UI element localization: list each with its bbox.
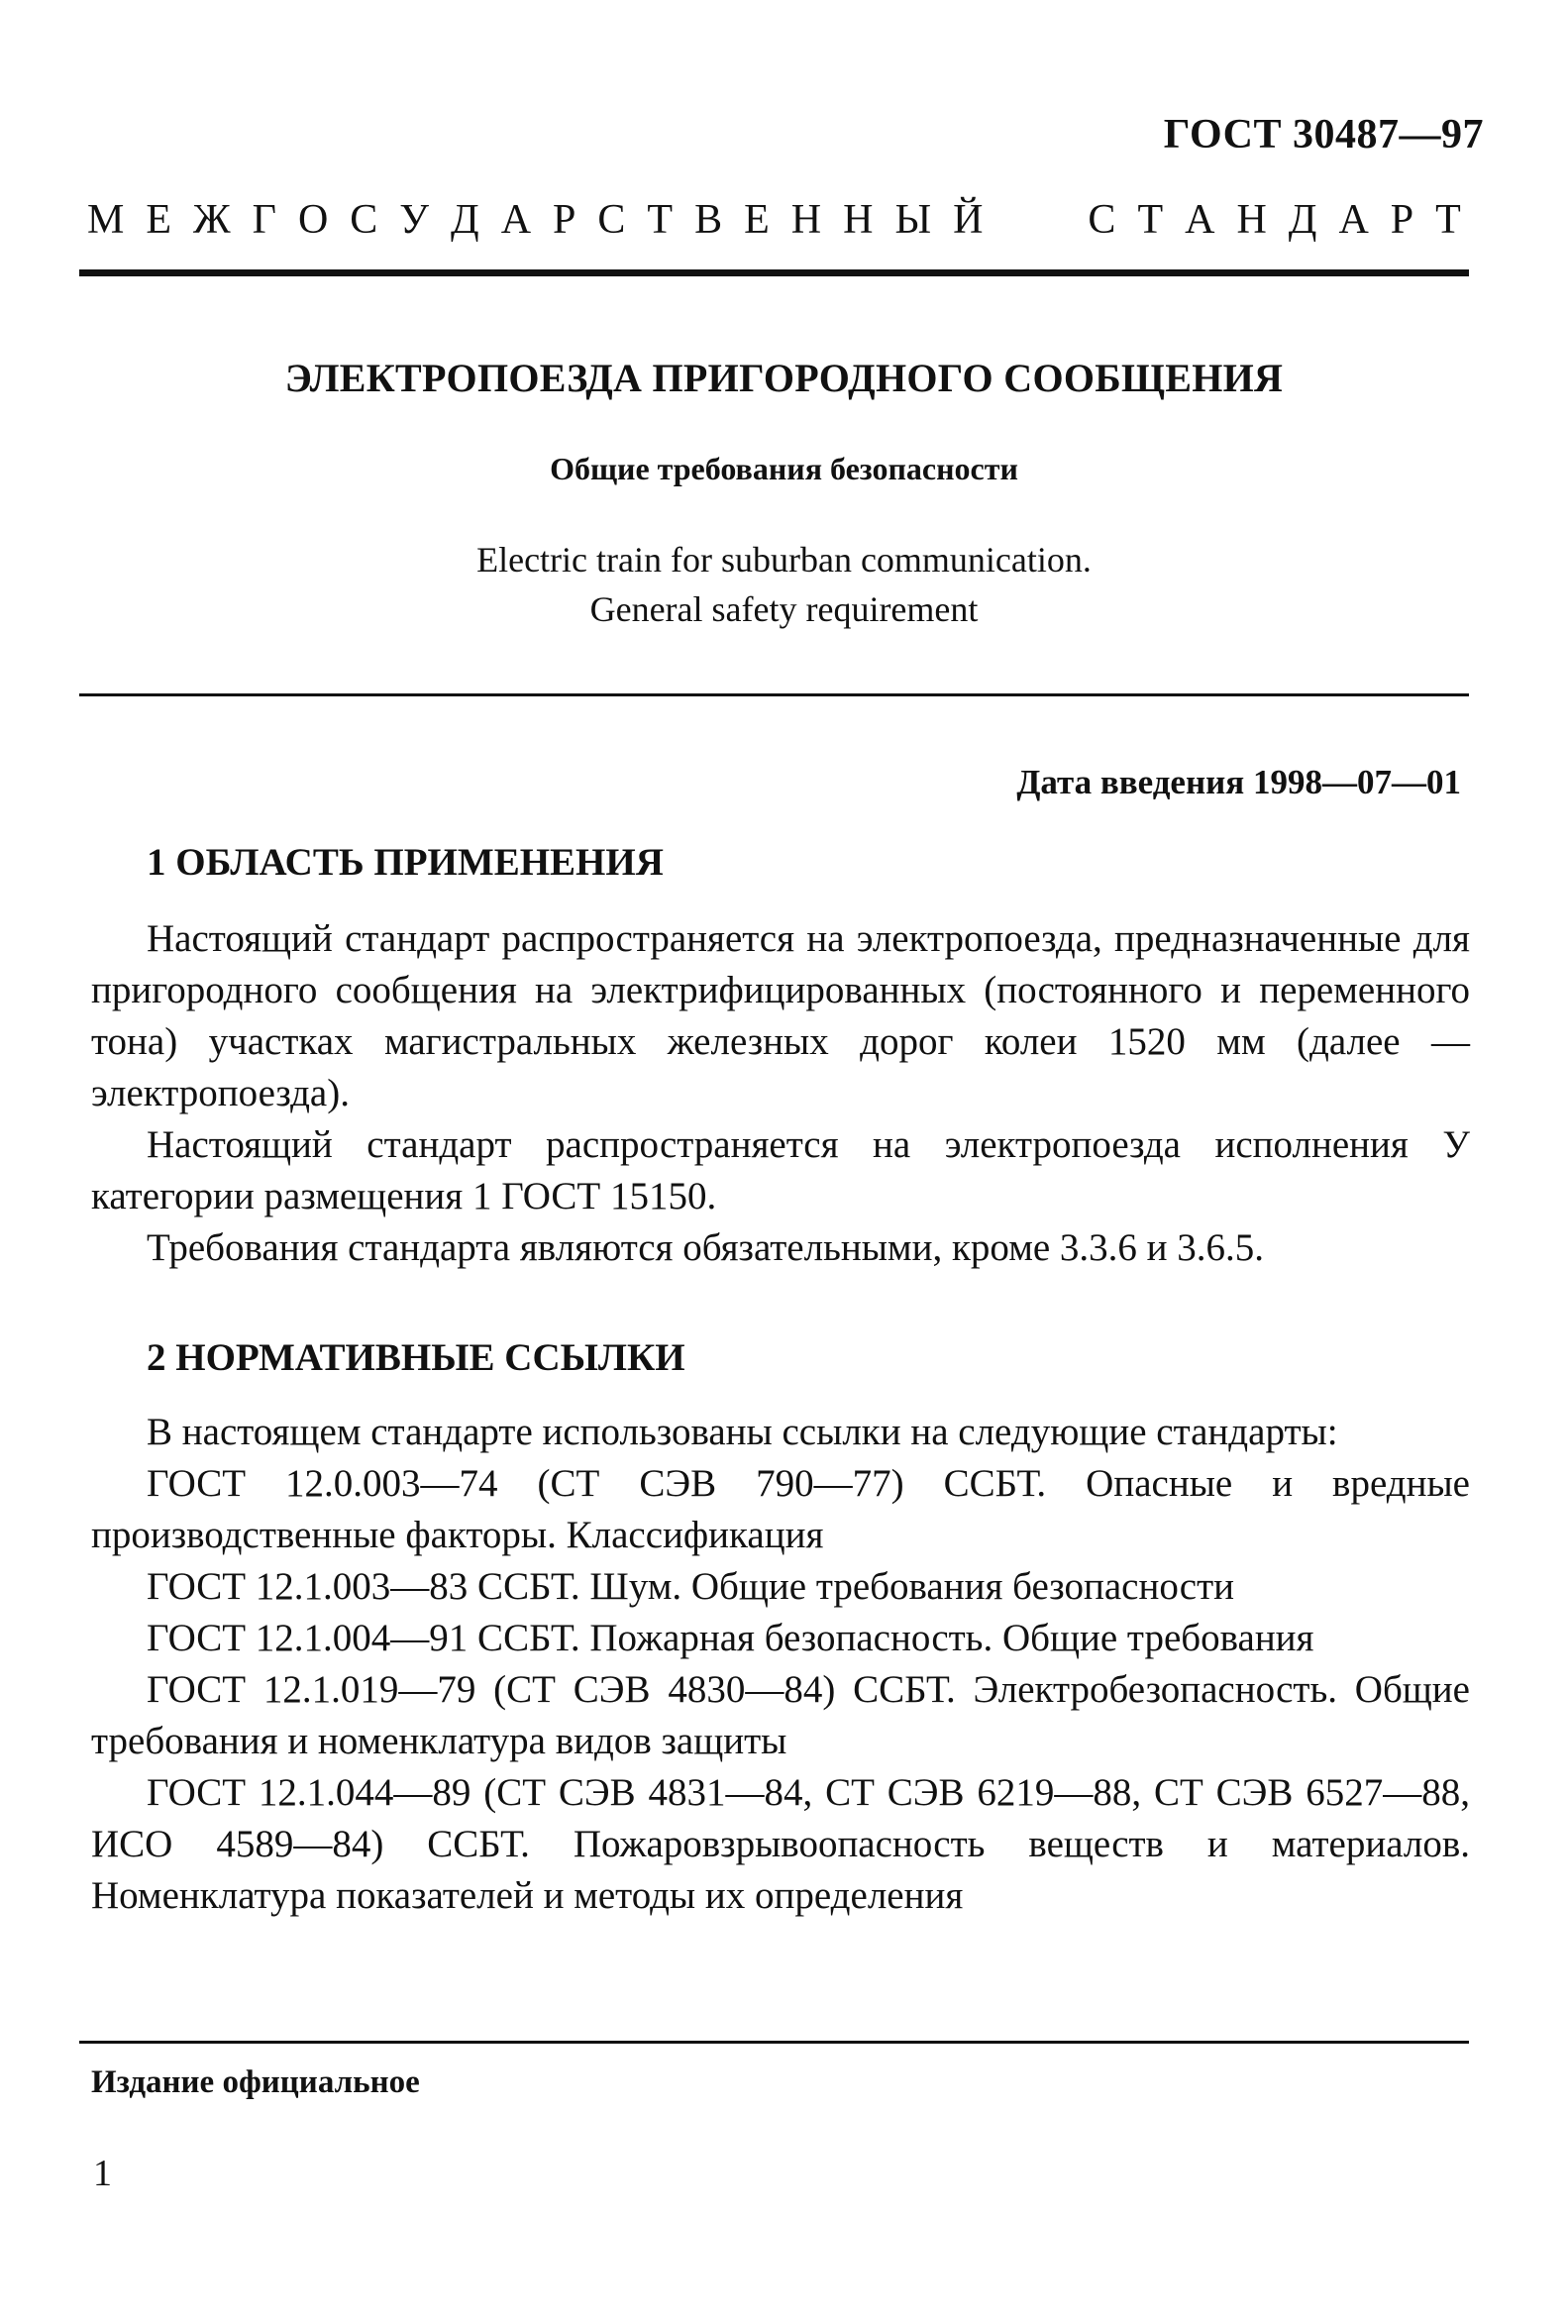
- section1-paragraph: Настоящий стандарт распространяется на электропоезда исполнения У категории размещения 1 ГОСТ 15150.: [91, 1123, 1470, 1217]
- introduction-date: Дата введения 1998—07—01: [1016, 763, 1461, 801]
- section2-body: [91, 1407, 1470, 1922]
- english-title-line2: General safety requirement: [589, 589, 979, 629]
- section2-heading: 2 НОРМАТИВНЫЕ ССЫЛКИ: [147, 1336, 685, 1379]
- reference-item: ГОСТ 12.1.004—91 ССБТ. Пожарная безопасность. Общие требования: [147, 1617, 1314, 1659]
- english-title-line1: Electric train for suburban communication.: [476, 540, 1092, 580]
- section2-paragraph: В настоящем стандарте использованы ссылки на следующие стандарты:: [147, 1411, 1338, 1453]
- document-title: ЭЛЕКТРОПОЕЗДА ПРИГОРОДНОГО СООБЩЕНИЯ: [284, 356, 1284, 400]
- document-subtitle: Общие требования безопасности: [550, 451, 1018, 486]
- reference-item: ГОСТ 12.1.019—79 (СТ СЭВ 4830—84) ССБТ. Электробезопасность. Общие требования и номенклатура видов защиты: [91, 1668, 1470, 1762]
- document-page: ГОСТ 30487—97 М Е Ж Г О С У Д А Р С Т В Е Н Н Ы Й С Т А Н Д А Р Т ЭЛЕКТРОПОЕЗДА ПРИГОРОДНОГО СООБЩЕНИЯ Общие требования безопасности Electric train for suburban communication. General safety requirement Дата введения 1998—07—01 1 ОБЛАСТЬ ПРИМЕНЕНИЯ Настоящий стандарт распространяется на электропоезда, предназначенные для пригородного сообщения на электрифицированных (постоянного и переменного тона) участках магистральных железных дорог колеи 1520 мм (далее — электропоезда). Настоящий стандарт распространяется на электропоезда исполнения У категории размещения 1 ГОСТ 15150. Требования стандарта являются обязательными, кроме 3.3.6 и 3.6.5. 2 НОРМАТИВНЫЕ ССЫЛКИ В настоящем стандарте использованы ссылки на следующие стандарты: ГОСТ 12.0.003—74 (СТ СЭВ 790—77) ССБТ. Опасные и вредные производственные факторы. Классификация ГОСТ 12.1.003—83 ССБТ. Шум. Общие требования безопасности ГОСТ 12.1.004—91 ССБТ. Пожарная безопасность. Общие требования ГОСТ 12.1.019—79 (СТ СЭВ 4830—84) ССБТ. Электробезопасность. Общие требования и номенклатура видов защиты ГОСТ 12.1.044—89 (СТ СЭВ 4831—84, СТ СЭВ 6219—88, СТ СЭВ 6527—88, ИСО 4589—84) ССБТ. Пожаровзрывоопасность веществ и материалов. Номенклатура показателей и методы их определения Издание официальное 1: [0, 0, 1568, 2324]
- reference-item: ГОСТ 12.1.003—83 ССБТ. Шум. Общие требования безопасности: [147, 1565, 1235, 1608]
- edition-label: Издание официальное: [91, 2064, 420, 2100]
- section1-paragraph: Требования стандарта являются обязательными, кроме 3.3.6 и 3.6.5.: [147, 1226, 1265, 1269]
- header-rule: [79, 269, 1469, 276]
- reference-item: ГОСТ 12.0.003—74 (СТ СЭВ 790—77) ССБТ. Опасные и вредные производственные факторы. Классификация: [91, 1462, 1470, 1556]
- gost-code: ГОСТ 30487—97: [1163, 112, 1484, 158]
- section1-body: [91, 913, 1470, 1274]
- title-rule: [79, 693, 1469, 696]
- english-title: [0, 535, 1568, 634]
- section1-paragraph: Настоящий стандарт распространяется на электропоезда, предназначенные для пригородного сообщения на электрифицированных (постоянного и переменного тона) участках магистральных железных дорог колеи 1520 мм (далее — электропоезда).: [91, 917, 1470, 1114]
- footer-rule: [79, 2041, 1469, 2044]
- reference-item: ГОСТ 12.1.044—89 (СТ СЭВ 4831—84, СТ СЭВ 6219—88, СТ СЭВ 6527—88, ИСО 4589—84) ССБТ. Пожаровзрывоопасность веществ и материалов. Номенклатура показателей и методы их определения: [91, 1771, 1470, 1917]
- page-number: 1: [93, 2153, 112, 2194]
- section1-heading: 1 ОБЛАСТЬ ПРИМЕНЕНИЯ: [147, 841, 664, 884]
